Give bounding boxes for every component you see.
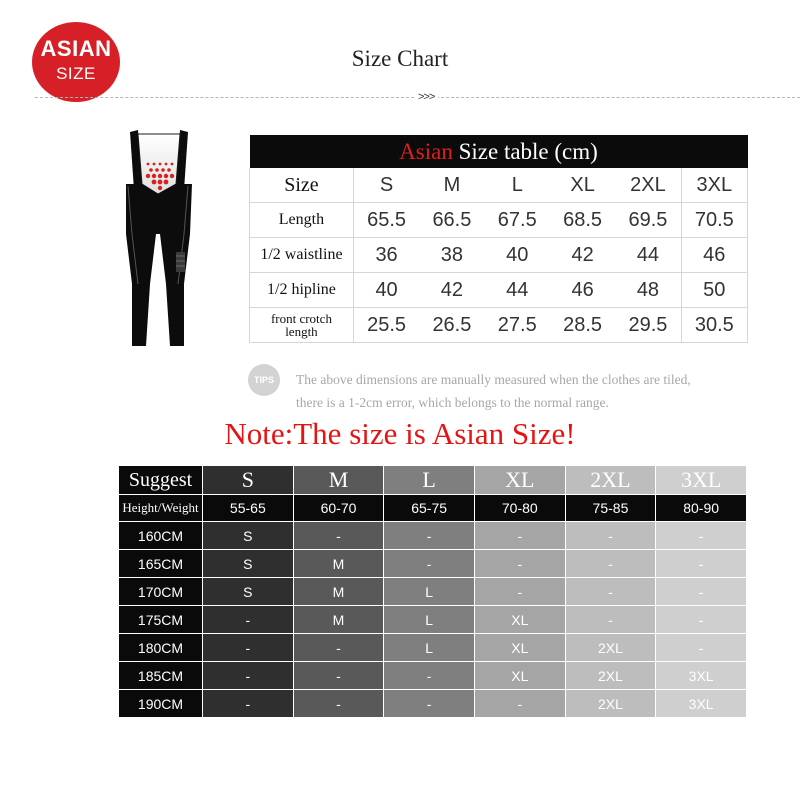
suggest-cell: - <box>384 662 475 690</box>
suggest-size: L <box>384 466 475 495</box>
bib-tights-icon <box>118 124 198 348</box>
row-label: 1/2 waistline <box>250 238 354 273</box>
suggest-cell: M <box>293 578 384 606</box>
size-table-title-rest: Size table (cm) <box>452 138 598 164</box>
cell: 25.5 <box>353 308 419 343</box>
cell: 27.5 <box>485 308 550 343</box>
cell: 42 <box>550 238 615 273</box>
size-label: Size <box>250 168 354 203</box>
suggest-cell: XL <box>474 634 565 662</box>
suggest-cell: - <box>474 690 565 718</box>
table-row <box>250 203 748 238</box>
size-table-header <box>250 135 748 168</box>
suggest-cell: L <box>384 634 475 662</box>
weight-range: 80-90 <box>656 495 747 522</box>
page-title: Size Chart <box>351 46 449 71</box>
badge-line2: SIZE <box>56 64 96 83</box>
height-label: 185CM <box>119 662 203 690</box>
tips-text <box>296 368 746 414</box>
height-weight-row <box>119 495 747 522</box>
cell: 70.5 <box>681 203 747 238</box>
tips-line1: The above dimensions are manually measured when the clothes are tiled, <box>296 372 691 387</box>
suggest-label: Suggest <box>119 466 203 495</box>
cell: 28.5 <box>550 308 615 343</box>
suggest-cell: M <box>293 606 384 634</box>
row-label: Length <box>250 203 354 238</box>
cell: 40 <box>353 273 419 308</box>
suggest-cell: - <box>203 662 294 690</box>
suggest-cell: - <box>293 522 384 550</box>
weight-range: 75-85 <box>565 495 656 522</box>
row-label-line1: front crotch <box>270 311 332 326</box>
cell: 26.5 <box>419 308 484 343</box>
suggest-table <box>119 466 747 718</box>
table-row <box>119 690 747 718</box>
suggest-cell: - <box>656 606 747 634</box>
suggest-cell: - <box>293 634 384 662</box>
cell: 29.5 <box>615 308 681 343</box>
cell: 30.5 <box>681 308 747 343</box>
weight-range: 60-70 <box>293 495 384 522</box>
weight-range: 70-80 <box>474 495 565 522</box>
suggest-size: 2XL <box>565 466 656 495</box>
suggest-cell: M <box>293 550 384 578</box>
cell: 50 <box>681 273 747 308</box>
tips-line2: there is a 1-2cm error, which belongs to the normal range. <box>296 395 609 410</box>
suggest-cell: - <box>656 634 747 662</box>
table-row <box>119 578 747 606</box>
size-col: 3XL <box>681 168 747 203</box>
cell: 69.5 <box>615 203 681 238</box>
badge-line1: ASIAN <box>40 36 112 61</box>
tips-cloud-icon: TIPS <box>248 364 280 396</box>
suggest-cell: - <box>656 550 747 578</box>
height-label: 160CM <box>119 522 203 550</box>
suggest-cell: 3XL <box>656 690 747 718</box>
table-row <box>119 634 747 662</box>
height-weight-label: Height/Weight <box>119 495 203 522</box>
table-row <box>119 662 747 690</box>
suggest-cell: - <box>203 690 294 718</box>
suggest-cell: - <box>293 662 384 690</box>
cell: 46 <box>550 273 615 308</box>
suggest-cell: - <box>474 578 565 606</box>
size-row <box>250 168 748 203</box>
cell: 48 <box>615 273 681 308</box>
row-label-line2: length <box>285 324 318 339</box>
cell: 66.5 <box>419 203 484 238</box>
suggest-size: S <box>203 466 294 495</box>
suggest-cell: S <box>203 578 294 606</box>
cell: 42 <box>419 273 484 308</box>
suggest-header-row <box>119 466 747 495</box>
cell: 46 <box>681 238 747 273</box>
height-label: 190CM <box>119 690 203 718</box>
suggest-cell: - <box>203 634 294 662</box>
row-label <box>250 308 354 343</box>
cell: 44 <box>615 238 681 273</box>
suggest-size: M <box>293 466 384 495</box>
row-label: 1/2 hipline <box>250 273 354 308</box>
suggest-cell: S <box>203 522 294 550</box>
suggest-cell: 3XL <box>656 662 747 690</box>
suggest-cell: S <box>203 550 294 578</box>
cell: 44 <box>485 273 550 308</box>
size-table-title <box>250 135 748 168</box>
size-table-title-accent: Asian <box>399 138 453 164</box>
cell: 40 <box>485 238 550 273</box>
weight-range: 65-75 <box>384 495 475 522</box>
asian-size-note: Note:The size is Asian Size! <box>224 416 576 451</box>
suggest-cell: - <box>656 522 747 550</box>
suggest-cell: - <box>384 550 475 578</box>
height-label: 175CM <box>119 606 203 634</box>
suggest-cell: XL <box>474 606 565 634</box>
suggest-cell: XL <box>474 662 565 690</box>
table-row <box>119 522 747 550</box>
table-row <box>250 238 748 273</box>
suggest-cell: - <box>565 522 656 550</box>
cell: 38 <box>419 238 484 273</box>
suggest-cell: 2XL <box>565 634 656 662</box>
table-row <box>250 273 748 308</box>
table-row <box>119 550 747 578</box>
suggest-cell: - <box>565 578 656 606</box>
suggest-cell: - <box>565 606 656 634</box>
suggest-cell: - <box>384 690 475 718</box>
size-col: L <box>485 168 550 203</box>
height-label: 180CM <box>119 634 203 662</box>
weight-range: 55-65 <box>203 495 294 522</box>
height-label: 165CM <box>119 550 203 578</box>
suggest-size: XL <box>474 466 565 495</box>
size-col: S <box>353 168 419 203</box>
size-col: XL <box>550 168 615 203</box>
table-row <box>119 606 747 634</box>
suggest-cell: L <box>384 606 475 634</box>
suggest-cell: - <box>656 578 747 606</box>
suggest-cell: 2XL <box>565 690 656 718</box>
suggest-cell: - <box>203 606 294 634</box>
suggest-cell: - <box>565 550 656 578</box>
chevron-decoration: >>> <box>414 91 438 103</box>
table-row <box>250 308 748 343</box>
suggest-cell: 2XL <box>565 662 656 690</box>
suggest-cell: - <box>384 522 475 550</box>
suggest-cell: - <box>293 690 384 718</box>
height-label: 170CM <box>119 578 203 606</box>
size-col: M <box>419 168 484 203</box>
size-table <box>249 135 748 343</box>
cell: 36 <box>353 238 419 273</box>
cell: 67.5 <box>485 203 550 238</box>
cell: 65.5 <box>353 203 419 238</box>
size-col: 2XL <box>615 168 681 203</box>
suggest-size: 3XL <box>656 466 747 495</box>
suggest-cell: L <box>384 578 475 606</box>
suggest-cell: - <box>474 550 565 578</box>
cell: 68.5 <box>550 203 615 238</box>
suggest-cell: - <box>474 522 565 550</box>
